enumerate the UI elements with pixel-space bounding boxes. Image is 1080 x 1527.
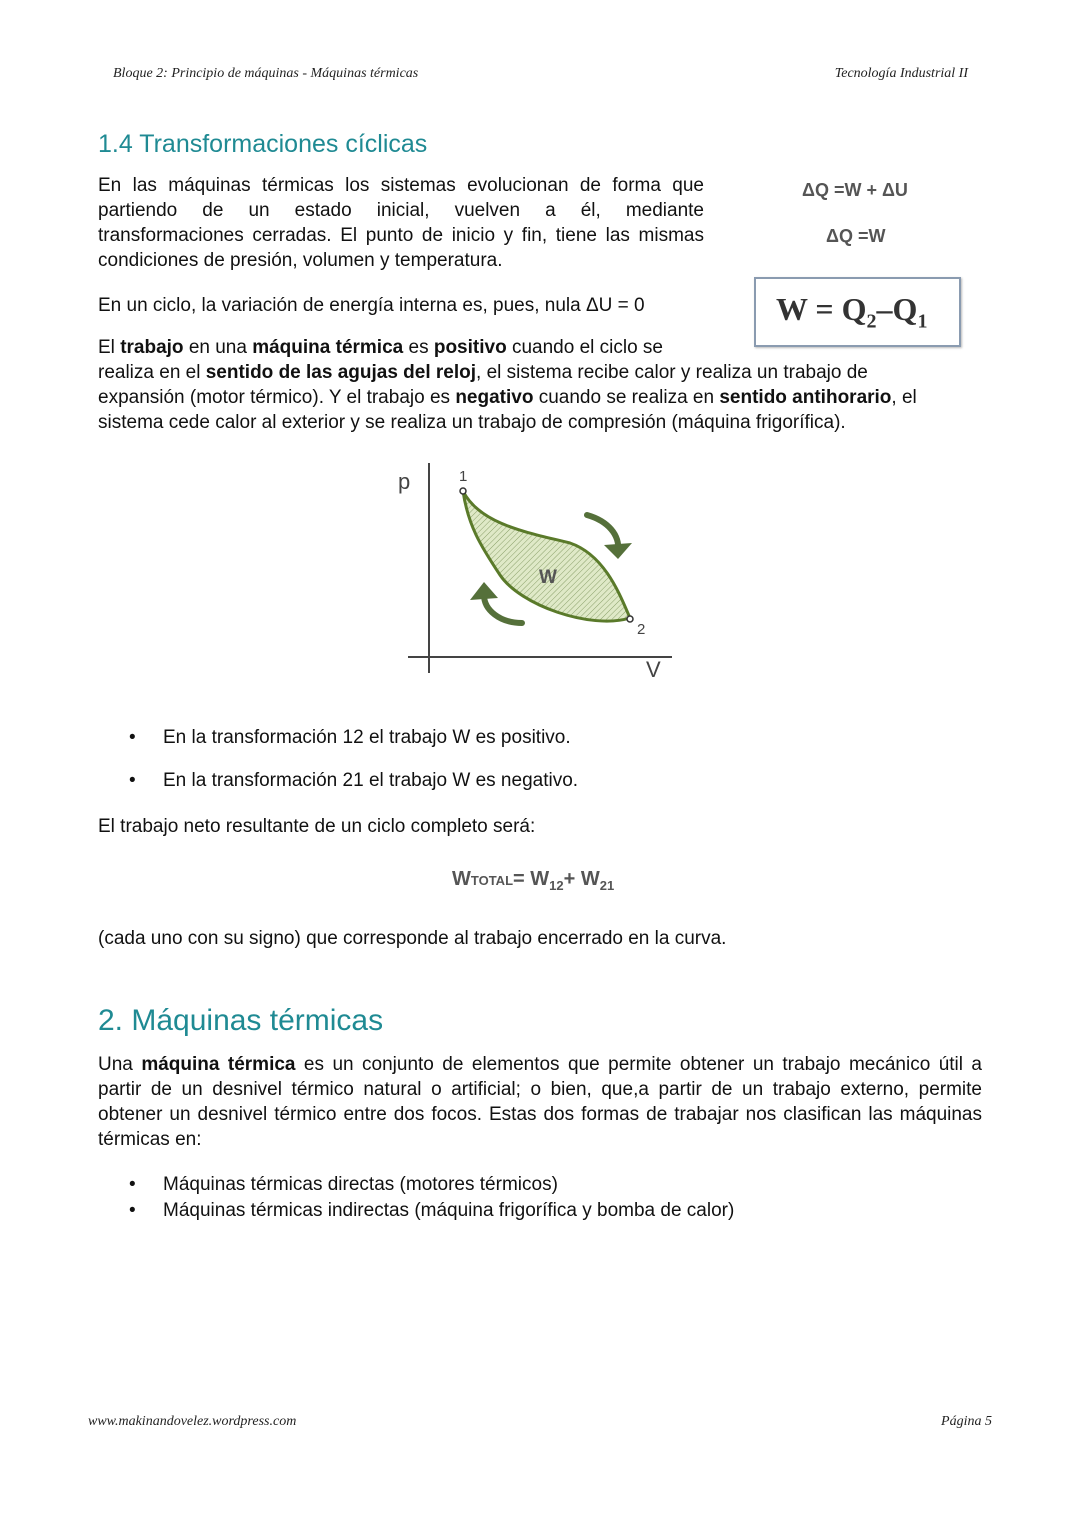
intro-line-2: partiendo de un estado inicial, vuelven a él, mediante [98, 200, 704, 221]
work-formula: $W = Q_2-Q_1$ [776, 291, 928, 333]
hm-line-1: Una máquina térmica es un conjunto de elementos que permite obtener un trabajo mecánico útil a [98, 1054, 983, 1075]
hm-line-3: obtener un desnivel térmico entre dos focos. Estas dos formas de trabajar nos clasifican las máquinas [98, 1104, 982, 1125]
bullet-dot: • [129, 770, 136, 791]
pv-cycle-diagram [380, 455, 690, 685]
hm-line-2: partir de un desnivel térmico natural o artificial; o bien, que,a partir de un trabajo externo, permite [98, 1079, 982, 1100]
intro-line-1: En las máquinas térmicas los sistemas evolucionan de forma que [98, 175, 704, 196]
counterclockwise-arrow-head [470, 582, 498, 600]
intro-line-3: transformaciones cerradas. El punto de inicio y fin, tiene las mismas [98, 225, 704, 246]
work-line-3: expansión (motor térmico). Y el trabajo es negativo cuando se realiza en sentido antihorario, el [98, 387, 917, 408]
point-2-marker [627, 616, 633, 622]
net-work-text: El trabajo neto resultante de un ciclo completo será: [98, 816, 536, 837]
bullet-dot: • [129, 727, 136, 748]
intro-paragraph [98, 173, 704, 273]
header-left: Bloque 2: Principio de máquinas - Máquinas térmicas [113, 66, 419, 81]
w-area-label: W [539, 567, 557, 588]
section-title-2: 2. Máquinas térmicas [98, 1004, 384, 1037]
equation-first-law: ΔQ =W + ΔU [802, 180, 908, 200]
internal-energy-text: En un ciclo, la variación de energía interna es, pues, nula ΔU = 0 [98, 295, 645, 316]
section-title-1-4: 1.4 Transformaciones cíclicas [98, 130, 428, 158]
v-label: V [646, 657, 661, 682]
page-number: Página 5 [941, 1414, 992, 1429]
header-right: Tecnología Industrial II [834, 66, 968, 81]
p-label: p [398, 469, 411, 494]
hm-line-4: térmicas en: [98, 1129, 202, 1150]
bullet-item-positive: • En la transformación 12 el trabajo W es positivo. [129, 727, 571, 748]
point-1-marker [460, 488, 466, 494]
clockwise-arrow-head [604, 543, 632, 559]
work-sign-paragraph [98, 335, 968, 435]
closing-text: (cada uno con su signo) que corresponde al trabajo encerrado en la curva. [98, 928, 727, 949]
counterclockwise-arrow [484, 595, 522, 623]
bullet-dot: • [129, 1174, 136, 1195]
intro-line-4: condiciones de presión, volumen y temperatura. [98, 250, 503, 271]
heat-machine-paragraph [98, 1052, 982, 1152]
point-2-label: 2 [637, 621, 646, 638]
total-work-formula: WTOTAL= $W_{12}+ W_{21}$ [452, 868, 615, 893]
equation-cycle: ΔQ =W [826, 226, 886, 246]
bullet-dot: • [129, 1200, 136, 1221]
bullet-indirect-machines: • Máquinas térmicas indirectas (máquina frigorífica y bomba de calor) [129, 1200, 735, 1221]
footer-url: www.makinandovelez.wordpress.com [88, 1414, 297, 1429]
bullet-direct-machines: • Máquinas térmicas directas (motores térmicos) [129, 1174, 558, 1195]
point-1-label: 1 [459, 468, 468, 485]
work-line-2: realiza en el sentido de las agujas del reloj, el sistema recibe calor y realiza un trabajo de [98, 362, 868, 383]
work-line-1: El trabajo en una máquina térmica es positivo cuando el ciclo se [98, 337, 664, 358]
bullet-item-negative: • En la transformación 21 el trabajo W es negativo. [129, 770, 579, 791]
work-line-4: sistema cede calor al exterior y se realiza un trabajo de compresión (máquina frigorífica). [98, 412, 846, 433]
